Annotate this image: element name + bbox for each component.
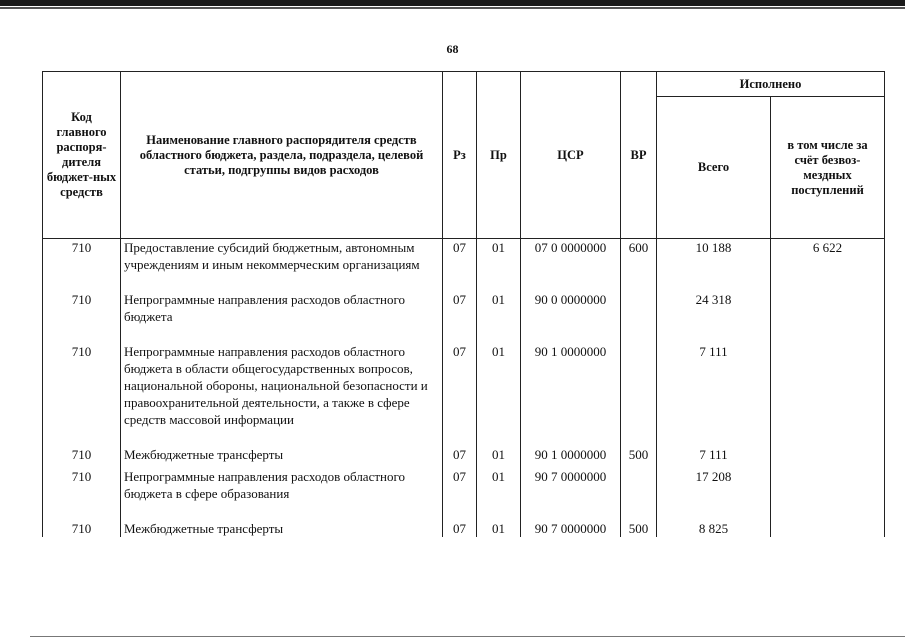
header-rz: Рз [443,72,477,239]
header-grants: в том числе за счёт безвоз-мездных поступлений [771,97,885,239]
cell-rz: 07 [443,239,477,274]
cell-csr: 90 1 0000000 [521,428,621,463]
cell-total: 7 111 [657,428,771,463]
header-csr: ЦСР [521,72,621,239]
cell-csr: 90 0 0000000 [521,273,621,325]
cell-pr: 01 [477,239,521,274]
table-row [43,239,885,274]
cell-grants [771,273,885,325]
cell-total: 8 825 [657,502,771,537]
header-vr: ВР [621,72,657,239]
cell-rz: 07 [443,463,477,502]
cell-vr: 500 [621,428,657,463]
header-total: Всего [657,97,771,239]
cell-vr [621,463,657,502]
cell-name: Предоставление субсидий бюджетным, автономным учреждениям и иным некоммерческим организациям [121,239,443,274]
cell-pr: 01 [477,325,521,428]
cell-csr: 90 7 0000000 [521,502,621,537]
header-executed: Исполнено [657,72,885,97]
header-pr: Пр [477,72,521,239]
cell-pr: 01 [477,502,521,537]
cell-csr: 07 0 0000000 [521,239,621,274]
table-row [43,273,885,325]
scan-edge-top [0,0,905,6]
table-row [43,463,885,502]
cell-total: 17 208 [657,463,771,502]
cell-code: 710 [43,239,121,274]
cell-total: 7 111 [657,325,771,428]
cell-pr: 01 [477,428,521,463]
cell-vr: 600 [621,239,657,274]
cell-code: 710 [43,463,121,502]
table-body [43,239,885,538]
cell-name: Непрограммные направления расходов областного бюджета в сфере образования [121,463,443,502]
cell-rz: 07 [443,325,477,428]
cell-grants: 6 622 [771,239,885,274]
cell-name: Межбюджетные трансферты [121,428,443,463]
table-header [43,72,885,239]
cell-grants [771,428,885,463]
cell-code: 710 [43,428,121,463]
cell-grants [771,502,885,537]
scan-edge-bottom [30,636,905,637]
cell-pr: 01 [477,273,521,325]
cell-grants [771,325,885,428]
cell-csr: 90 7 0000000 [521,463,621,502]
cell-code: 710 [43,325,121,428]
cell-vr [621,273,657,325]
cell-code: 710 [43,502,121,537]
cell-name: Непрограммные направления расходов областного бюджета [121,273,443,325]
cell-vr: 500 [621,502,657,537]
cell-code: 710 [43,273,121,325]
cell-name: Межбюджетные трансферты [121,502,443,537]
cell-total: 10 188 [657,239,771,274]
budget-execution-table [42,71,885,537]
cell-grants [771,463,885,502]
header-name: Наименование главного распорядителя средств областного бюджета, раздела, подраздела, целевой статьи, подгруппы видов расходов [121,72,443,239]
cell-rz: 07 [443,502,477,537]
header-code: Код главного распоря-дителя бюджет-ных средств [43,72,121,239]
table-row [43,502,885,537]
cell-rz: 07 [443,273,477,325]
cell-total: 24 318 [657,273,771,325]
cell-rz: 07 [443,428,477,463]
scan-edge-top-line [0,7,905,9]
table-row [43,325,885,428]
cell-pr: 01 [477,463,521,502]
cell-vr [621,325,657,428]
page-number: 68 [446,42,459,56]
cell-name: Непрограммные направления расходов областного бюджета в области общегосударственных вопросов, национальной обороны, национальной безопасности и правоохранительной деятельности, а также в сфере средств массовой информации [121,325,443,428]
cell-csr: 90 1 0000000 [521,325,621,428]
table-row [43,428,885,463]
